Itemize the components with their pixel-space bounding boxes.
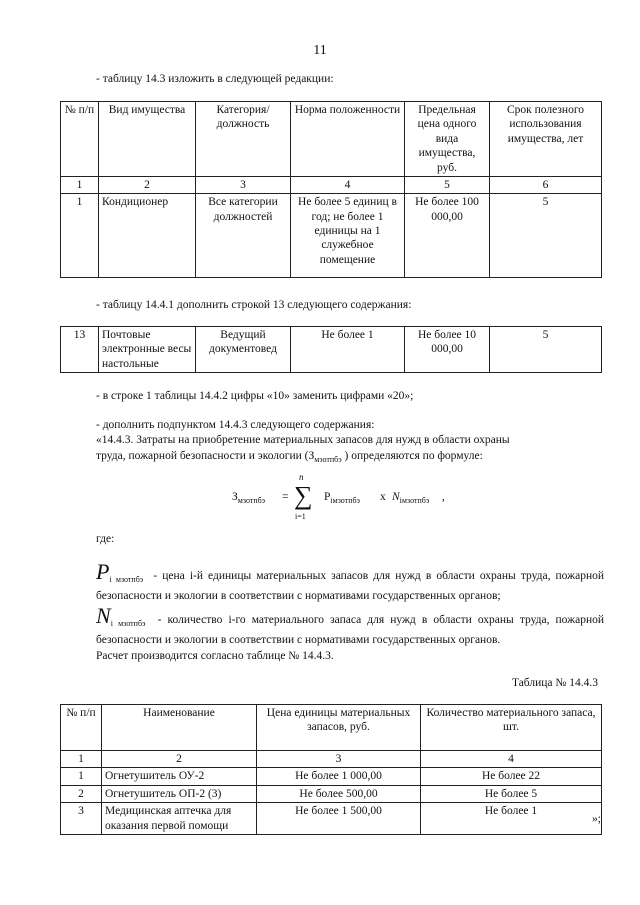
table-cell: Почтовые электронные весы настольные (99, 327, 196, 373)
header-cell: № п/п (61, 102, 99, 177)
formula-times: х (380, 491, 386, 503)
table-cell: Не более 10 000,00 (405, 327, 490, 373)
formula-equals: = (282, 491, 289, 503)
page-number: 11 (313, 43, 327, 58)
formula-comma: , (442, 491, 445, 503)
column-number: 4 (291, 176, 405, 193)
column-number-row (61, 176, 602, 193)
column-number: 4 (421, 751, 602, 768)
header-cell: Наименование (102, 705, 257, 751)
table-14-4-3 (60, 704, 602, 835)
subscript: мзотпбэ (314, 455, 342, 464)
formula-price (324, 490, 360, 506)
table-cell: Не более 100 000,00 (405, 194, 490, 278)
formula-lhs (232, 490, 265, 506)
text-fragment: ) определяются по формуле: (344, 450, 483, 462)
closing-quote: »; (592, 813, 601, 825)
table-caption: Таблица № 14.4.3 (511, 677, 598, 689)
column-number: 1 (61, 751, 102, 768)
definition-quantity (96, 600, 604, 649)
paragraph-14-4-3-line1: «14.4.3. Затраты на приобретение материальных запасов для нужд в области охраны (96, 434, 510, 446)
column-number: 1 (61, 176, 99, 193)
header-cell: Предельная цена одного вида имущества, руб. (405, 102, 490, 177)
table-row (61, 803, 602, 835)
formula-quantity-sub: iмзотпбэ (399, 496, 430, 505)
table-row (61, 768, 602, 785)
definition-text: - цена i-й единицы материальных запасов для нужд в области охраны труда, пожарной безопасности и экологии в соответствии с нормативами государственных органов; (96, 570, 604, 602)
table-cell: Не более 1 000,00 (257, 768, 421, 785)
price-symbol: P (96, 559, 110, 584)
paragraph-subitem-14-4-3: - дополнить подпунктом 14.4.3 следующего содержания: (96, 419, 375, 431)
table-cell: Не более 500,00 (257, 785, 421, 802)
table-14-4-1-row-13 (60, 326, 602, 373)
table-row (61, 785, 602, 802)
formula (232, 472, 452, 524)
header-cell: Цена единицы материальных запасов, руб. (257, 705, 421, 751)
quantity-symbol: N (96, 603, 111, 628)
column-number: 6 (490, 176, 602, 193)
formula-quantity-letter: N (392, 491, 400, 503)
header-cell: № п/п (61, 705, 102, 751)
table-cell: 5 (490, 327, 602, 373)
table-cell: Все категории должностей (196, 194, 291, 278)
paragraph-table-14-3: - таблицу 14.3 изложить в следующей редакции: (96, 73, 334, 85)
table-cell: Не более 5 единиц в год; не более 1 единицы на 1 служебное помещение (291, 194, 405, 278)
table-cell: Огнетушитель ОП-2 (3) (102, 785, 257, 802)
formula-price-letter: P (324, 491, 331, 503)
column-number-row (61, 751, 602, 768)
table-cell: 5 (490, 194, 602, 278)
header-cell: Категория/ должность (196, 102, 291, 177)
header-cell: Норма положенности (291, 102, 405, 177)
column-number: 2 (99, 176, 196, 193)
paragraph-table-14-4-1: - таблицу 14.4.1 дополнить строкой 13 следующего содержания: (96, 299, 412, 311)
table-row (61, 194, 602, 278)
column-number: 3 (257, 751, 421, 768)
header-cell: Срок полезного использования имущества, лет (490, 102, 602, 177)
definition-text: - количество i-го материального запаса для нужд в области охраны труда, пожарной безопасности и экологии в соответствии с нормативами государственных органов. (96, 614, 605, 646)
table-header-row (61, 705, 602, 751)
column-number: 3 (196, 176, 291, 193)
table-cell: Медицинская аптечка для оказания первой помощи (102, 803, 257, 835)
table-cell: Ведущий документовед (196, 327, 291, 373)
paragraph-table-14-4-2: - в строке 1 таблицы 14.4.2 цифры «10» заменить цифрами «20»; (96, 390, 414, 402)
paragraph-calculation: Расчет производится согласно таблице № 14.4.3. (96, 650, 334, 662)
where-label: где: (96, 533, 115, 545)
formula-lower-limit: i=1 (295, 512, 306, 521)
column-number: 5 (405, 176, 490, 193)
table-cell: 1 (61, 194, 99, 278)
table-header-row (61, 102, 602, 177)
table-cell: 13 (61, 327, 99, 373)
formula-lhs-letter: З (232, 491, 238, 503)
header-cell: Количество материального запаса, шт. (421, 705, 602, 751)
table-cell: Огнетушитель ОУ-2 (102, 768, 257, 785)
sum-symbol: ∑ (294, 481, 313, 510)
table-cell: Не более 22 (421, 768, 602, 785)
formula-quantity (392, 490, 429, 506)
table-cell: 3 (61, 803, 102, 835)
table-cell: Кондиционер (99, 194, 196, 278)
paragraph-14-4-3-line2 (96, 449, 483, 465)
price-subscript: i мзотпбэ (109, 575, 144, 584)
table-cell: Не более 5 (421, 785, 602, 802)
column-number: 2 (102, 751, 257, 768)
table-cell: Не более 1 500,00 (257, 803, 421, 835)
table-row (61, 327, 602, 373)
header-cell: Вид имущества (99, 102, 196, 177)
table-cell: 1 (61, 768, 102, 785)
quantity-subscript: i мзотпбэ (110, 619, 146, 628)
definition-price (96, 556, 604, 605)
table-14-3 (60, 101, 602, 278)
text-fragment: труда, пожарной безопасности и экологии (З (96, 450, 315, 462)
formula-lhs-sub: мзотпбэ (237, 496, 266, 505)
table-cell: Не более 1 (291, 327, 405, 373)
formula-upper-limit: n (299, 472, 304, 482)
table-cell: 2 (61, 785, 102, 802)
formula-price-sub: iмзотпбэ (330, 496, 360, 505)
table-cell: Не более 1 (421, 803, 602, 835)
